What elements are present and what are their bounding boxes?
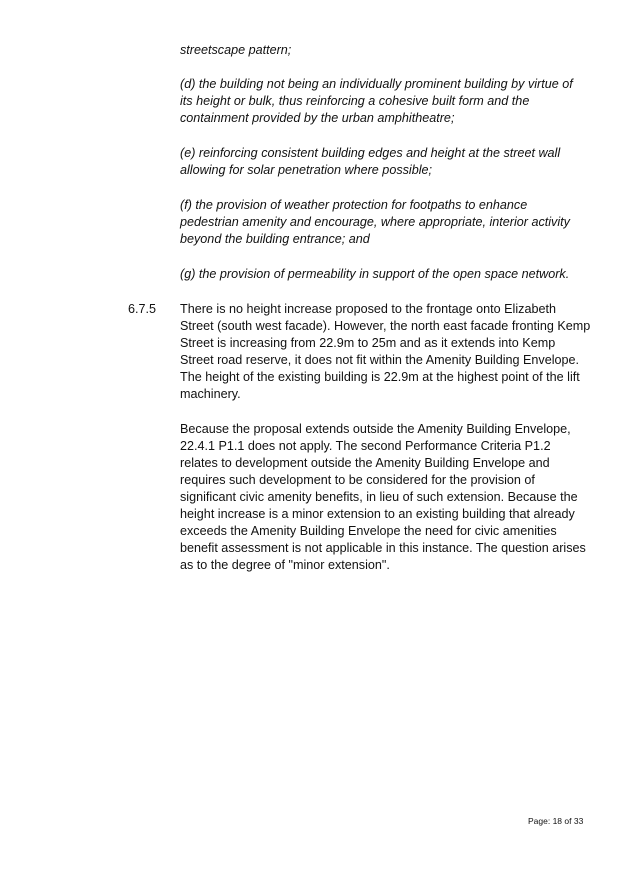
paragraph-line: 22.4.1 P1.1 does not apply. The second Performance Criteria P1.2 [180, 439, 551, 453]
paragraph-line: as to the degree of "minor extension". [180, 558, 390, 572]
clause-d [180, 76, 585, 127]
clause-continuation [180, 42, 585, 59]
clause-line: (f) the provision of weather protection for footpaths to enhance [180, 198, 528, 212]
paragraph-line: machinery. [180, 387, 241, 401]
section-number: 6.7.5 [128, 302, 157, 316]
clause-line: pedestrian amenity and encourage, where appropriate, interior activity [180, 215, 570, 229]
clause-line: streetscape pattern; [180, 43, 292, 57]
clause-g [180, 266, 585, 283]
clause-f [180, 197, 585, 248]
clause-line: beyond the building entrance; and [180, 232, 370, 246]
clause-line: allowing for solar penetration where possible; [180, 163, 433, 177]
section-paragraph-1 [180, 301, 591, 403]
paragraph-line: The height of the existing building is 22.9m at the highest point of the lift [180, 370, 580, 384]
paragraph-line: benefit assessment is not applicable in this instance. The question arises [180, 541, 586, 555]
clause-e [180, 145, 585, 179]
clause-line: (e) reinforcing consistent building edges and height at the street wall [180, 146, 561, 160]
paragraph-line: significant civic amenity benefits, in lieu of such extension. Because the [180, 490, 578, 504]
clause-line: its height or bulk, thus reinforcing a cohesive built form and the [180, 94, 530, 108]
paragraph-line: Street is increasing from 22.9m to 25m and as it extends into Kemp [180, 336, 556, 350]
page-number-footer: Page: 18 of 33 [528, 816, 584, 826]
clause-line: (g) the provision of permeability in support of the open space network. [180, 267, 570, 281]
clause-line: containment provided by the urban amphitheatre; [180, 111, 455, 125]
paragraph-line: height increase is a minor extension to an existing building that already [180, 507, 575, 521]
paragraph-line: relates to development outside the Amenity Building Envelope and [180, 456, 550, 470]
paragraph-line: There is no height increase proposed to the frontage onto Elizabeth [180, 302, 556, 316]
paragraph-line: Because the proposal extends outside the Amenity Building Envelope, [180, 422, 571, 436]
section-paragraph-2 [180, 421, 585, 574]
clause-line: (d) the building not being an individually prominent building by virtue of [180, 77, 573, 91]
paragraph-line: Street (south west facade). However, the north east facade fronting Kemp [180, 319, 591, 333]
paragraph-line: Street road reserve, it does not fit within the Amenity Building Envelope. [180, 353, 580, 367]
paragraph-line: requires such development to be considered for the provision of [180, 473, 535, 487]
paragraph-line: exceeds the Amenity Building Envelope the need for civic amenities [180, 524, 557, 538]
